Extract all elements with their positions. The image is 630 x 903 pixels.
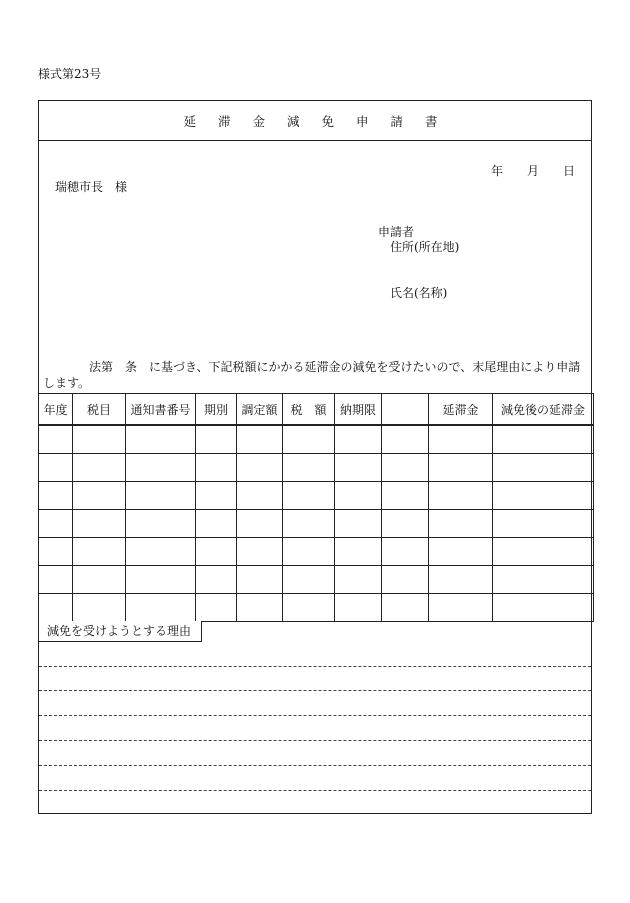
reason-line[interactable] bbox=[39, 790, 591, 791]
table-cell[interactable] bbox=[126, 482, 196, 510]
table-cell[interactable] bbox=[382, 454, 429, 482]
title-row bbox=[39, 101, 591, 141]
header-due-date: 納期限 bbox=[335, 394, 382, 426]
table-cell[interactable] bbox=[283, 425, 335, 454]
table-cell[interactable] bbox=[493, 594, 594, 622]
address-label: 住所(所在地) bbox=[390, 240, 460, 254]
table-cell[interactable] bbox=[335, 594, 382, 622]
table-cell[interactable] bbox=[196, 594, 237, 622]
table-cell[interactable] bbox=[237, 594, 283, 622]
table-cell[interactable] bbox=[39, 482, 73, 510]
table-cell[interactable] bbox=[126, 425, 196, 454]
table-cell[interactable] bbox=[335, 454, 382, 482]
table-cell[interactable] bbox=[237, 482, 283, 510]
header-tax-amount: 税 額 bbox=[283, 394, 335, 426]
table-cell[interactable] bbox=[429, 510, 493, 538]
table-row bbox=[39, 594, 594, 622]
table-cell[interactable] bbox=[73, 538, 126, 566]
table-cell[interactable] bbox=[335, 538, 382, 566]
reason-line[interactable] bbox=[39, 666, 591, 667]
table-cell[interactable] bbox=[73, 510, 126, 538]
table-cell[interactable] bbox=[237, 510, 283, 538]
table-cell[interactable] bbox=[493, 425, 594, 454]
table-cell[interactable] bbox=[283, 566, 335, 594]
table-cell[interactable] bbox=[126, 538, 196, 566]
table-cell[interactable] bbox=[335, 510, 382, 538]
table-cell[interactable] bbox=[335, 425, 382, 454]
table-cell[interactable] bbox=[429, 482, 493, 510]
table-cell[interactable] bbox=[382, 538, 429, 566]
reason-label: 減免を受けようとする理由 bbox=[39, 621, 202, 642]
table-cell[interactable] bbox=[237, 454, 283, 482]
header-late-fee-after-reduction: 減免後の延滞金 bbox=[493, 394, 594, 426]
table-cell[interactable] bbox=[382, 482, 429, 510]
date-day: 日 bbox=[562, 164, 575, 178]
form-number: 様式第23号 bbox=[38, 67, 102, 81]
header-period: 期別 bbox=[196, 394, 237, 426]
table-cell[interactable] bbox=[429, 594, 493, 622]
table-cell[interactable] bbox=[237, 425, 283, 454]
reason-line[interactable] bbox=[39, 690, 591, 691]
table-cell[interactable] bbox=[283, 594, 335, 622]
table-cell[interactable] bbox=[237, 538, 283, 566]
table-cell[interactable] bbox=[382, 425, 429, 454]
table-cell[interactable] bbox=[73, 425, 126, 454]
table-cell[interactable] bbox=[283, 482, 335, 510]
table-cell[interactable] bbox=[196, 425, 237, 454]
reason-line[interactable] bbox=[39, 765, 591, 766]
application-form bbox=[38, 100, 592, 814]
header-assessed-amount: 調定額 bbox=[237, 394, 283, 426]
table-cell[interactable] bbox=[73, 454, 126, 482]
table-cell[interactable] bbox=[39, 538, 73, 566]
table-cell[interactable] bbox=[196, 482, 237, 510]
table-cell[interactable] bbox=[382, 566, 429, 594]
table-cell[interactable] bbox=[237, 566, 283, 594]
table-cell[interactable] bbox=[493, 454, 594, 482]
table-cell[interactable] bbox=[429, 425, 493, 454]
header-late-fee: 延滞金 bbox=[429, 394, 493, 426]
table-row bbox=[39, 510, 594, 538]
reason-line[interactable] bbox=[39, 715, 591, 716]
header-blank bbox=[382, 394, 429, 426]
table-cell[interactable] bbox=[126, 594, 196, 622]
table-cell[interactable] bbox=[382, 594, 429, 622]
applicant-label: 申請者 bbox=[378, 225, 415, 239]
table-cell[interactable] bbox=[196, 566, 237, 594]
table-cell[interactable] bbox=[196, 510, 237, 538]
reason-section bbox=[39, 621, 591, 815]
table-cell[interactable] bbox=[73, 566, 126, 594]
table-cell[interactable] bbox=[493, 510, 594, 538]
table-cell[interactable] bbox=[39, 454, 73, 482]
statement-text: 法第 条 に基づき、下記税額にかかる延滞金の減免を受けたいので、末尾理由により申請します。 bbox=[43, 360, 581, 390]
table-cell[interactable] bbox=[39, 510, 73, 538]
table-cell[interactable] bbox=[493, 566, 594, 594]
date-month: 月 bbox=[526, 164, 539, 178]
reason-line[interactable] bbox=[39, 740, 591, 741]
table-cell[interactable] bbox=[196, 454, 237, 482]
header-tax-item: 税目 bbox=[73, 394, 126, 426]
table-cell[interactable] bbox=[196, 538, 237, 566]
table-cell[interactable] bbox=[429, 454, 493, 482]
table-cell[interactable] bbox=[73, 594, 126, 622]
table-cell[interactable] bbox=[39, 566, 73, 594]
table-row bbox=[39, 425, 594, 454]
tax-table bbox=[38, 393, 594, 622]
table-cell[interactable] bbox=[382, 510, 429, 538]
table-cell[interactable] bbox=[335, 566, 382, 594]
name-label: 氏名(名称) bbox=[390, 286, 448, 300]
table-cell[interactable] bbox=[493, 538, 594, 566]
table-cell[interactable] bbox=[283, 510, 335, 538]
header-notice-number: 通知書番号 bbox=[126, 394, 196, 426]
table-cell[interactable] bbox=[283, 538, 335, 566]
table-cell[interactable] bbox=[429, 566, 493, 594]
table-row bbox=[39, 538, 594, 566]
table-cell[interactable] bbox=[126, 510, 196, 538]
table-cell[interactable] bbox=[39, 594, 73, 622]
table-cell[interactable] bbox=[73, 482, 126, 510]
table-row bbox=[39, 566, 594, 594]
table-cell[interactable] bbox=[283, 454, 335, 482]
table-row bbox=[39, 454, 594, 482]
document-title: 延 滞 金 減 免 申 請 書 bbox=[183, 113, 447, 129]
table-cell[interactable] bbox=[39, 425, 73, 454]
table-cell[interactable] bbox=[335, 482, 382, 510]
table-cell[interactable] bbox=[493, 482, 594, 510]
statement bbox=[43, 359, 589, 391]
addressee: 瑞穂市長 様 bbox=[55, 180, 128, 194]
header-fiscal-year: 年度 bbox=[39, 394, 73, 426]
date-line bbox=[467, 162, 575, 179]
table-header-row bbox=[39, 394, 594, 426]
table-row bbox=[39, 482, 594, 510]
table-cell[interactable] bbox=[126, 566, 196, 594]
date-year: 年 bbox=[490, 164, 503, 178]
table-cell[interactable] bbox=[126, 454, 196, 482]
table-cell[interactable] bbox=[429, 538, 493, 566]
